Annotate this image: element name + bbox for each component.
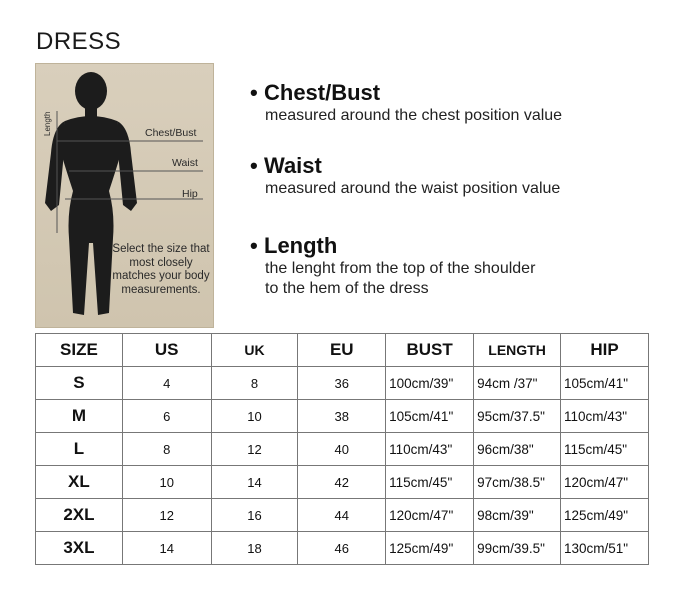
cell-hip: 120cm/47" (561, 466, 649, 499)
cell-length: 97cm/38.5" (474, 466, 561, 499)
header-us: US (122, 334, 211, 367)
cell-us: 8 (122, 433, 211, 466)
definition-length (250, 233, 535, 299)
header-hip: HIP (561, 334, 649, 367)
cell-length: 96cm/38" (474, 433, 561, 466)
cell-us: 12 (122, 499, 211, 532)
table-row (36, 499, 649, 532)
cell-bust: 120cm/47" (386, 499, 474, 532)
cell-eu: 46 (298, 532, 386, 565)
definition-chest (250, 80, 562, 126)
cell-bust: 125cm/49" (386, 532, 474, 565)
waist-label: Waist (172, 157, 198, 169)
definition-desc: measured around the waist position value (265, 180, 561, 197)
cell-us: 10 (122, 466, 211, 499)
cell-hip: 130cm/51" (561, 532, 649, 565)
cell-length: 98cm/39" (474, 499, 561, 532)
cell-bust: 100cm/39" (386, 367, 474, 400)
definition-term: Chest/Bust (264, 80, 381, 105)
cell-size: 2XL (36, 499, 123, 532)
bullet-icon: • (250, 233, 258, 258)
body-measurement-figure (35, 63, 214, 328)
cell-hip: 105cm/41" (561, 367, 649, 400)
cell-hip: 110cm/43" (561, 400, 649, 433)
cell-size: 3XL (36, 532, 123, 565)
cell-size: L (36, 433, 123, 466)
cell-us: 14 (122, 532, 211, 565)
table-row (36, 532, 649, 565)
cell-length: 99cm/39.5" (474, 532, 561, 565)
cell-uk: 12 (211, 433, 298, 466)
cell-uk: 14 (211, 466, 298, 499)
definition-term: Waist (264, 153, 322, 178)
cell-hip: 115cm/45" (561, 433, 649, 466)
size-chart-table (35, 333, 649, 565)
cell-eu: 38 (298, 400, 386, 433)
page-title: DRESS (36, 28, 122, 55)
definition-desc: measured around the chest position value (265, 107, 563, 124)
length-label: Length (43, 111, 52, 136)
table-row (36, 367, 649, 400)
definition-term: Length (264, 233, 338, 258)
cell-size: S (36, 367, 123, 400)
cell-uk: 10 (211, 400, 298, 433)
table-row (36, 466, 649, 499)
header-uk: UK (211, 334, 298, 367)
table-header-row (36, 334, 649, 367)
cell-bust: 115cm/45" (386, 466, 474, 499)
cell-hip: 125cm/49" (561, 499, 649, 532)
table-row (36, 433, 649, 466)
cell-eu: 42 (298, 466, 386, 499)
header-eu: EU (298, 334, 386, 367)
cell-uk: 18 (211, 532, 298, 565)
definition-desc: to the hem of the dress (265, 280, 429, 297)
hip-label: Hip (182, 188, 198, 200)
cell-bust: 105cm/41" (386, 400, 474, 433)
cell-uk: 16 (211, 499, 298, 532)
table-row (36, 400, 649, 433)
definition-waist (250, 153, 560, 199)
cell-size: XL (36, 466, 123, 499)
cell-length: 94cm /37" (474, 367, 561, 400)
cell-eu: 36 (298, 367, 386, 400)
cell-us: 6 (122, 400, 211, 433)
cell-eu: 40 (298, 433, 386, 466)
cell-uk: 8 (211, 367, 298, 400)
cell-size: M (36, 400, 123, 433)
figure-note: Select the size that most closely matches your body measurements. (112, 243, 210, 296)
cell-us: 4 (122, 367, 211, 400)
header-bust: BUST (386, 334, 474, 367)
cell-eu: 44 (298, 499, 386, 532)
header-size: SIZE (36, 334, 123, 367)
cell-bust: 110cm/43" (386, 433, 474, 466)
cell-length: 95cm/37.5" (474, 400, 561, 433)
bullet-icon: • (250, 80, 258, 105)
header-length: LENGTH (474, 334, 561, 367)
definition-desc: the lenght from the top of the shoulder (265, 260, 536, 277)
chest-label: Chest/Bust (145, 127, 197, 139)
bullet-icon: • (250, 153, 258, 178)
